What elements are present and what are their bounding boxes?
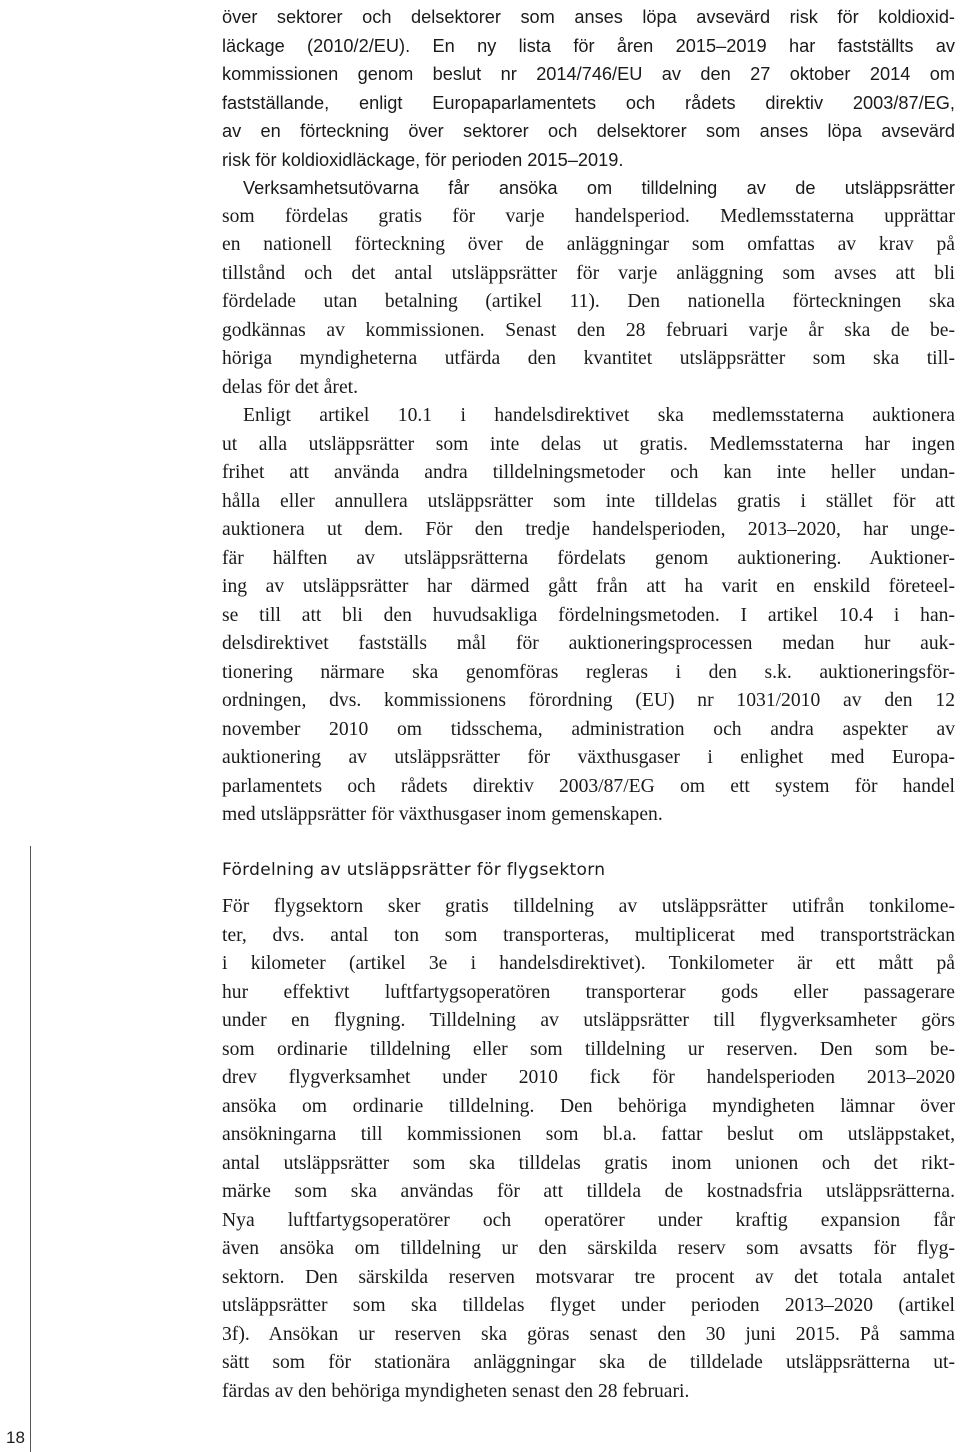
- text-line: höriga myndigheterna utfärda den kvantitet utsläppsrätter som ska till-: [222, 348, 955, 369]
- text-line: delsdirektivet fastställs mål för auktioneringsprocessen medan hur auk-: [222, 633, 955, 654]
- text-line: se till att bli den huvudsakliga fördelningsmetoden. I artikel 10.4 i han-: [222, 604, 955, 626]
- text-line: ordningen, dvs. kommissionens förordning (EU) nr 1031/2010 av den 12: [222, 690, 955, 711]
- text-line: under en flygning. Tilldelning av utsläppsrätter till flygverksamheter görs: [222, 1010, 955, 1031]
- text-line: som ordinarie tilldelning eller som tilldelning ur reserven. Den som be-: [222, 1038, 955, 1060]
- text-line: drev flygverksamhet under 2010 fick för handelsperioden 2013–2020: [222, 1067, 955, 1088]
- text-line: utsläppsrätter som ska tilldelas flyget under perioden 2013–2020 (artikel: [222, 1295, 955, 1316]
- text-line: november 2010 om tidsschema, administration och andra aspekter av: [222, 718, 955, 740]
- text-line: hålla eller annullera utsläppsrätter som inte tilldelas gratis i stället för att: [222, 490, 955, 512]
- text-line: ing av utsläppsrätter har därmed gått från att ha varit en enskild företeel-: [222, 576, 955, 597]
- text-line: Nya luftfartygsoperatörer och operatörer under kraftig expansion får: [222, 1209, 955, 1231]
- text-line: risk för koldioxidläckage, för perioden 2015–2019.: [222, 149, 624, 170]
- text-line: fastställande, enligt Europaparlamentets och rådets direktiv 2003/87/EG,: [222, 92, 955, 113]
- paragraph-block-3: [222, 402, 955, 830]
- text-line: antal utsläppsrätter som ska tilldelas gratis inom unionen och det rikt-: [222, 1152, 955, 1174]
- text-line: i kilometer (artikel 3e i handelsdirektivet). Tonkilometer är ett mått på: [222, 953, 955, 974]
- text-line: För flygsektorn sker gratis tilldelning av utsläppsrätter utifrån tonkilome-: [222, 896, 955, 917]
- text-line: frihet att använda andra tilldelningsmetoder och kan inte heller undan-: [222, 462, 955, 483]
- text-line: läckage (2010/2/EU). En ny lista för åren 2015–2019 har fastställts av: [222, 35, 955, 56]
- text-line: sätt som för stationära anläggningar ska de tilldelade utsläppsrätterna ut-: [222, 1352, 955, 1373]
- paragraph-block-2: [222, 174, 955, 402]
- text-line: godkännas av kommissionen. Senast den 28 februari varje år ska de be-: [222, 319, 955, 341]
- section-heading: Fördelning av utsläppsrätter för flygsektorn: [222, 859, 606, 880]
- text-line: färdas av den behöriga myndigheten senast den 28 februari.: [222, 1380, 690, 1402]
- text-line: sektorn. Den särskilda reserven motsvarar tre procent av det totala antalet: [222, 1266, 955, 1288]
- text-line: över sektorer och delsektorer som anses löpa avsevärd risk för koldioxid-: [222, 7, 955, 27]
- text-line: ansöka om ordinarie tilldelning. Den behöriga myndigheten lämnar över: [222, 1095, 955, 1117]
- text-line: hur effektivt luftfartygsoperatören transporterar gods eller passagerare: [222, 981, 955, 1003]
- text-line: fördelade utan betalning (artikel 11). Den nationella förteckningen ska: [222, 291, 955, 312]
- paragraph-block-1: [222, 3, 955, 174]
- text-line: ter, dvs. antal ton som transporteras, multiplicerat med transportsträckan: [222, 924, 955, 946]
- paragraph-block-4: [222, 893, 955, 1406]
- text-line: ut alla utsläppsrätter som inte delas ut gratis. Medlemsstaterna har ingen: [222, 433, 955, 455]
- text-line: auktionera ut dem. För den tredje handelsperioden, 2013–2020, har unge-: [222, 519, 955, 540]
- text-line: av en förteckning över sektorer och delsektorer som anses löpa avsevärd: [222, 121, 955, 141]
- text-line: märke som ska användas för att tilldela de kostnadsfria utsläppsrätterna.: [222, 1181, 955, 1202]
- text-line: tillstånd och det antal utsläppsrätter för varje anläggning som avses att bli: [222, 262, 955, 284]
- text-line: som fördelas gratis för varje handelsperiod. Medlemsstaterna upprättar: [222, 205, 955, 227]
- text-line: tionering närmare ska genomföras regleras i den s.k. auktioneringsför-: [222, 661, 955, 683]
- page-number: 18: [6, 1428, 25, 1447]
- text-line: med utsläppsrätter för växthusgaser inom gemenskapen.: [222, 804, 663, 825]
- text-line: ansökningarna till kommissionen som bl.a. fattar beslut om utsläppstaket,: [222, 1124, 955, 1145]
- text-line: fär hälften av utsläppsrätterna fördelats genom auktionering. Auktioner-: [222, 547, 955, 569]
- text-line: en nationell förteckning över de anläggningar som omfattas av krav på: [222, 234, 955, 255]
- page-body: [222, 3, 955, 1406]
- text-line: parlamentets och rådets direktiv 2003/87/EG om ett system för handel: [222, 775, 955, 797]
- margin-rule: [30, 846, 31, 1452]
- text-line: Enligt artikel 10.1 i handelsdirektivet ska medlemsstaterna auktionera: [243, 405, 955, 426]
- text-line: 3f). Ansökan ur reserven ska göras senast den 30 juni 2015. På samma: [222, 1323, 955, 1345]
- text-line: även ansöka om tilldelning ur den särskilda reserv som avsatts för flyg-: [222, 1238, 955, 1259]
- text-line: kommissionen genom beslut nr 2014/746/EU av den 27 oktober 2014 om: [222, 64, 955, 84]
- text-line: auktionering av utsläppsrätter för växthusgaser i enlighet med Europa-: [222, 747, 955, 768]
- text-line: Verksamhetsutövarna får ansöka om tilldelning av de utsläppsrätter: [243, 178, 955, 198]
- text-line: delas för det året.: [222, 376, 358, 398]
